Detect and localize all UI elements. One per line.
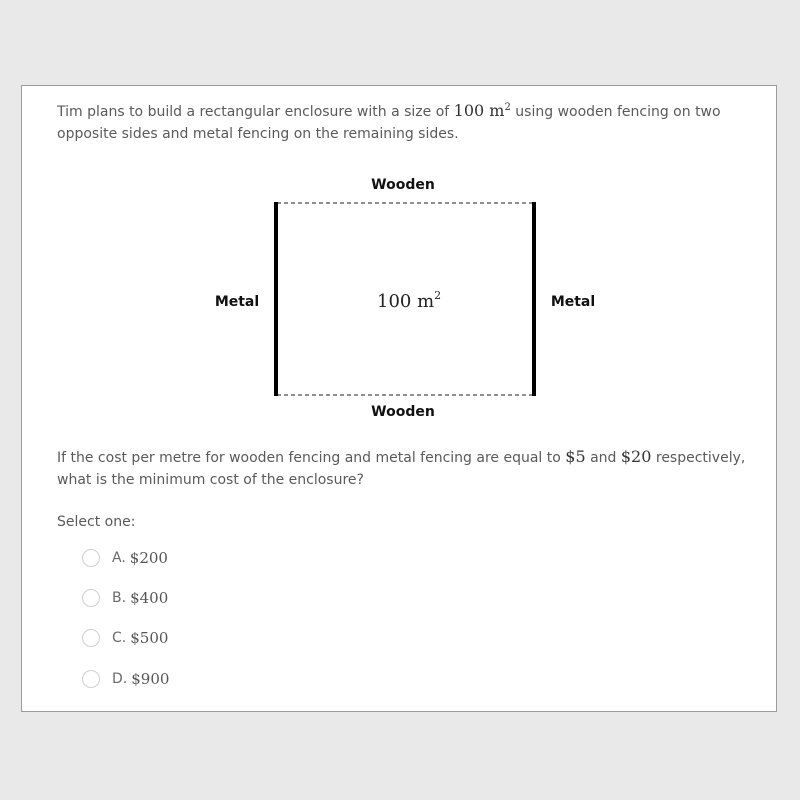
cost-text-end: respectively, what is the minimum cost of the enclosure?	[57, 450, 746, 488]
option-b[interactable]	[82, 589, 168, 607]
metal-cost: $20	[620, 447, 652, 466]
radio-d[interactable]	[82, 670, 100, 688]
intro-text-start: Tim plans to build a rectangular enclosure with a size of	[57, 104, 450, 120]
option-c-value: $500	[130, 629, 169, 647]
option-a[interactable]	[82, 549, 168, 567]
option-d-value: $900	[131, 670, 170, 688]
option-a-letter: A.	[112, 550, 126, 566]
top-side-label: Wooden	[371, 177, 435, 193]
center-area-exponent: 2	[434, 289, 442, 302]
question-card	[21, 85, 777, 712]
option-a-value: $200	[129, 549, 168, 567]
question-cost	[57, 446, 747, 491]
radio-c[interactable]	[82, 629, 100, 647]
radio-a[interactable]	[82, 549, 100, 567]
cost-and: and	[590, 450, 617, 466]
cost-text-start: If the cost per metre for wooden fencing and metal fencing are equal to	[57, 450, 561, 466]
intro-text-end: using wooden fencing on two opposite sides and metal fencing on the remaining sides.	[57, 104, 721, 142]
option-d[interactable]	[82, 670, 169, 688]
wood-cost: $5	[565, 447, 586, 466]
option-c[interactable]	[82, 629, 168, 647]
area-value: 100 m	[453, 101, 505, 120]
left-side-label: Metal	[214, 294, 260, 310]
radio-b[interactable]	[82, 589, 100, 607]
option-c-letter: C.	[112, 630, 127, 646]
right-side-label: Metal	[550, 294, 596, 310]
enclosure-diagram	[22, 86, 778, 446]
bottom-side-label: Wooden	[371, 404, 435, 420]
option-b-letter: B.	[112, 590, 127, 606]
center-area-label	[377, 289, 441, 312]
center-area-value: 100 m	[377, 291, 435, 312]
option-d-letter: D.	[112, 671, 128, 687]
option-b-value: $400	[130, 589, 169, 607]
area-exponent: 2	[504, 102, 511, 113]
select-one-label: Select one:	[57, 514, 136, 530]
